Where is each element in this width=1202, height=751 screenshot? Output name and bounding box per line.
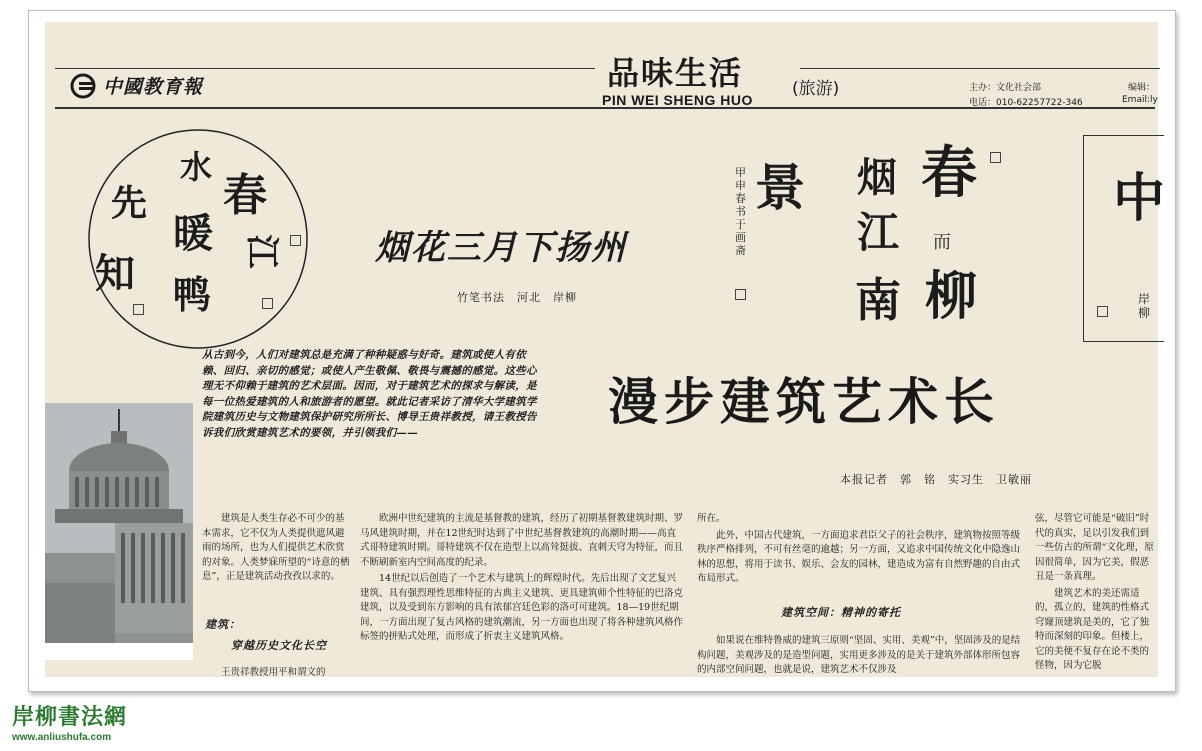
host-info: 主办：文化社会部 bbox=[969, 83, 1042, 93]
right-char-而: 而 bbox=[933, 232, 951, 253]
editor-info: 编辑： bbox=[1128, 83, 1156, 93]
newspaper-page bbox=[45, 22, 1166, 678]
column-2-paragraph-2: 14世纪以后创造了一个艺术与建筑上的辉煌时代。先后出现了文艺复兴建筑、具有强烈理性思维特征的古典主义建筑、更具建筑师个性特征的巴洛克建筑，以及受到东方影响的具有浓郁宫廷色彩的洛可可建筑。18—19世纪期间，一方面出现了复古风格的建筑潮流，另一方面也出现了将各种建筑风格作标签的拼贴式处理，而形成了折衷主义建筑风格。 bbox=[360, 573, 684, 642]
phone-info: 电话：010-62257722-346 bbox=[969, 98, 1083, 108]
circle-char-3: 水 bbox=[180, 148, 213, 186]
masthead-rule-top bbox=[55, 68, 595, 69]
article-byline: 本报记者 郭 铭 实习生 卫敏丽 bbox=[840, 473, 1032, 486]
email-info: Email:ly bbox=[1122, 95, 1158, 105]
seal-stamp-icon bbox=[133, 304, 144, 315]
masthead-rule-top-right bbox=[800, 68, 1160, 69]
section-title: 品味生活 bbox=[607, 54, 744, 92]
column-2-paragraph-1: 欧洲中世纪建筑的主流是基督教的建筑，经历了初期基督教建筑时期、罗马风建筑时期，并在12世纪时达到了中世纪基督教建筑的高潮时期——高直式哥特建筑时期。哥特建筑不仅在造型上以高耸挺拔、直刺天穹为特征，而且不断刷新室内空间高度的纪录。 bbox=[360, 513, 684, 568]
circle-char-2: 江 bbox=[241, 234, 282, 269]
circle-char-5: 鸭 bbox=[173, 272, 212, 317]
right-char-南: 南 bbox=[855, 273, 901, 327]
column-1-tail: 王贵祥教授用平和谓文的 bbox=[221, 667, 326, 678]
column-3-paragraph-2: 如果说在维特鲁威的建筑三原则“坚固、实用、美观”中，坚固涉及的是结构问题，美观涉及的是造型问题，实用更多涉及的是关于建筑外部体形所包容的内部空间问题，也就是说，建筑艺术不仅涉及 bbox=[697, 635, 1021, 675]
column-1-subheading-1: 建筑： bbox=[205, 618, 241, 631]
section-subtitle: (旅游) bbox=[792, 79, 840, 99]
article-column-3 bbox=[697, 512, 1023, 589]
right-char-柳: 柳 bbox=[925, 266, 978, 327]
far-right-char: 中 bbox=[1113, 168, 1166, 229]
article-column-3b bbox=[697, 634, 1023, 680]
column-1-subheading-2: 穿越历史文化长空 bbox=[231, 639, 327, 652]
article-headline: 漫步建筑艺术长 bbox=[608, 373, 1000, 431]
column-4-paragraph-2: 建筑艺术的美还需适的，孤立的，建筑的性格式穹窿顶建筑是美的，它了独特而深刻的印象。但楼上，它的美便不复存在论不类的怪物，因为它脱 bbox=[1035, 587, 1150, 671]
article-column-2 bbox=[360, 512, 684, 647]
right-char-烟: 烟 bbox=[857, 154, 897, 201]
site-watermark bbox=[12, 700, 127, 743]
column-1-paragraph: 建筑是人类生存必不可少的基本需求，它不仅为人类提供遮风避雨的场所，也为人们提供艺术欣赏的对象。人类梦寐所望的“诗意的栖息”，正是建筑活动孜孜以求的。 bbox=[202, 513, 350, 582]
article-column-4 bbox=[1035, 512, 1158, 676]
column-3-paragraph-0: 所在。 bbox=[697, 513, 726, 524]
calligraphy-line: 烟花三月下扬州 bbox=[375, 228, 627, 268]
right-char-春: 春 bbox=[921, 140, 977, 206]
seal-stamp-icon bbox=[735, 289, 746, 300]
newspaper-logo bbox=[69, 72, 203, 99]
seal-stamp-icon bbox=[290, 235, 301, 246]
section-pinyin: PIN WEI SHENG HUO bbox=[602, 92, 753, 108]
circle-char-1: 春 bbox=[223, 170, 267, 221]
far-right-inscription: 岸柳 bbox=[1138, 292, 1151, 320]
column-3-subheading: 建筑空间：精神的寄托 bbox=[781, 606, 901, 619]
circle-char-4: 暖 bbox=[173, 210, 213, 257]
calligraphy-inscription: 甲申春书于画斋 bbox=[735, 166, 746, 257]
calligraphy-caption: 竹笔书法 河北 岸柳 bbox=[457, 291, 577, 304]
seal-stamp-icon bbox=[1097, 306, 1108, 317]
right-char-景: 景 bbox=[755, 158, 805, 217]
right-char-江: 江 bbox=[857, 208, 900, 257]
column-3-paragraph-1: 此外，中国古代建筑，一方面追求君臣父子的社会秩序，建筑物按照等级秩序严格排列，不可有丝毫的逾越；另一方面，又追求中国传统文化中隐逸山林的思想，将用于读书、娱乐、会友的园林，建造成为富有自然野趣的自由式布局形式。 bbox=[697, 529, 1021, 584]
column-4-paragraph-1: 弦，尽管它可能是“破旧”时代的真实，足以引发我们到一些仿古的所谓“文化理，原因很简单，因为它美，假恶丑是一条真理。 bbox=[1035, 513, 1154, 582]
circle-char-6: 先 bbox=[111, 182, 148, 224]
logo-emblem-icon bbox=[69, 73, 99, 99]
article-column-1 bbox=[202, 512, 350, 587]
article-lead: 从古到今，人们对建筑总是充满了种种疑惑与好奇。建筑或使人有依赖、回归、亲切的感觉；或使人产生敬佩、敬畏与震撼的感觉。这些心理无不仰赖于建筑的艺术层面。因而，对于建筑艺术的探求与解读，是每一位热爱建筑的人和旅游者的愿望。就此记者采访了清华大学建筑学院建筑历史与文物建筑保护研究所所长、博导王贵祥教授，请王教授告诉我们欣赏建筑艺术的要领，并引领我们—— bbox=[202, 349, 537, 439]
capitol-dome-photo bbox=[45, 403, 193, 660]
seal-stamp-icon bbox=[990, 152, 1001, 163]
watermark-url: www.anliushufa.com bbox=[12, 732, 112, 743]
watermark-name: 岸柳書法網 bbox=[12, 705, 128, 730]
capitol-building-image bbox=[45, 403, 193, 660]
circle-char-7: 知 bbox=[95, 250, 135, 297]
logo-text: 中國教育報 bbox=[103, 76, 204, 98]
seal-stamp-icon bbox=[262, 298, 273, 309]
